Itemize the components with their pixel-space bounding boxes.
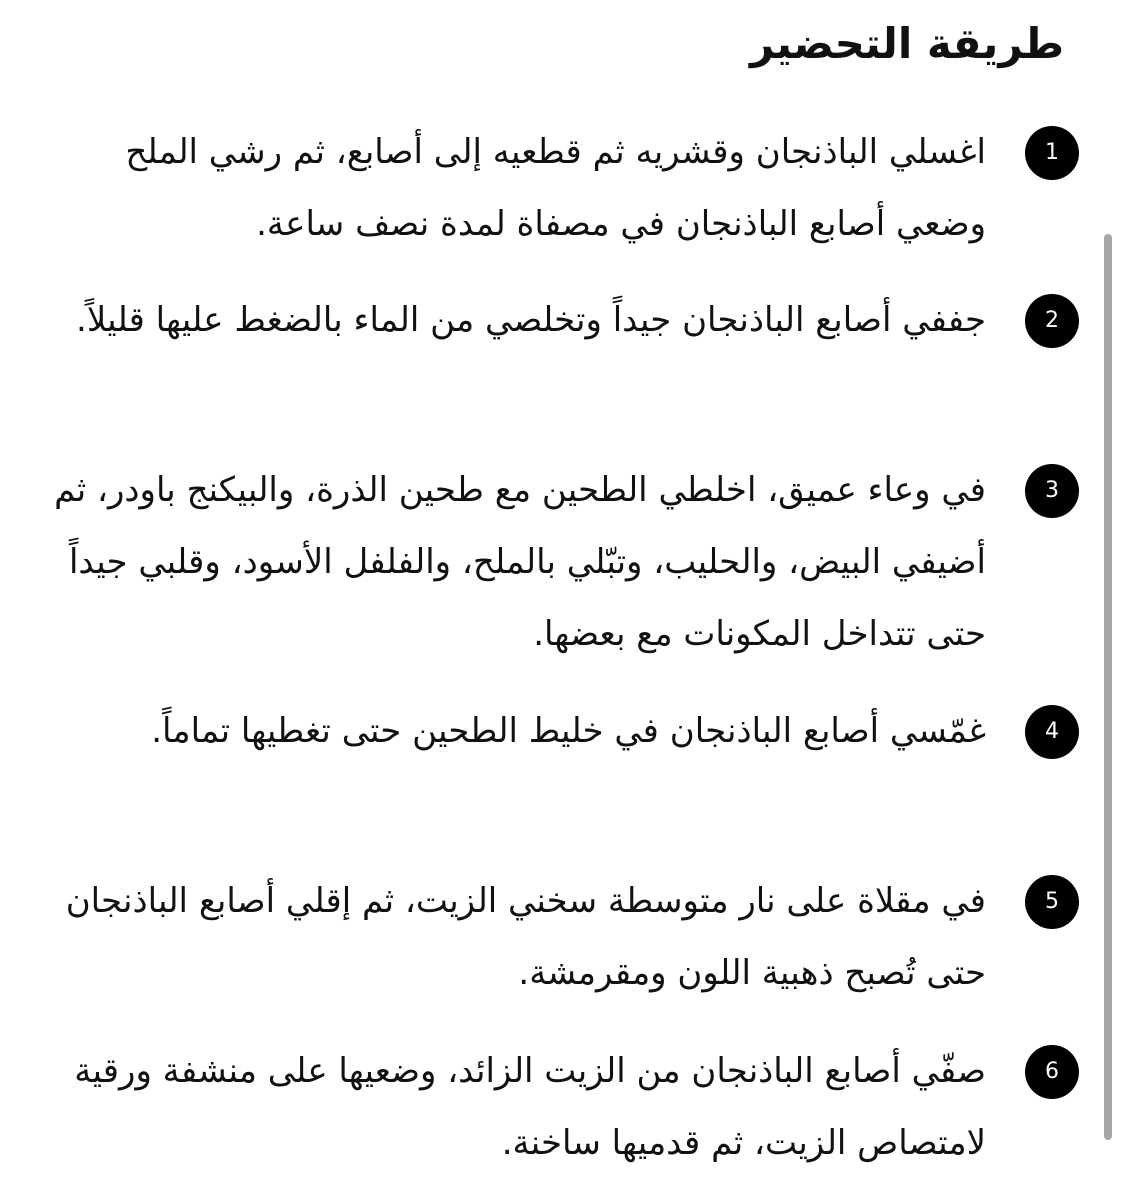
step-number-badge: 5 [1025,875,1079,929]
step-text: صفّي أصابع الباذنجان من الزيت الزائد، وضعيها على منشفة ورقية لامتصاص الزيت، ثم قدميها ساخنة. [74,1051,986,1163]
step-text: في مقلاة على نار متوسطة سخني الزيت، ثم إقلي أصابع الباذنجان حتى تُصبح ذهبية اللون ومقرمشة. [65,881,986,993]
page-title: طريقة التحضير [749,19,1064,68]
step-item-4 [0,695,1122,865]
step-number-badge: 4 [1025,705,1079,759]
step-item-6 [0,1035,1122,1195]
step-text: في وعاء عميق، اخلطي الطحين مع طحين الذرة، والبيكنج باودر، ثم أضيفي البيض، والحليب، وتبّلي بالملح، والفلفل الأسود، وقلبي جيداً حتى تتداخل المكونات مع بعضها. [54,470,986,654]
step-item-1 [0,116,1122,284]
step-number-badge: 6 [1025,1045,1079,1099]
step-item-2 [0,284,1122,454]
step-number-badge: 2 [1025,294,1079,348]
step-text: اغسلي الباذنجان وقشريه ثم قطعيه إلى أصابع، ثم رشي الملح وضعي أصابع الباذنجان في مصفاة لمدة نصف ساعة. [125,132,986,244]
step-text: جففي أصابع الباذنجان جيداً وتخلصي من الماء بالضغط عليها قليلاً. [76,300,986,340]
step-text: غمّسي أصابع الباذنجان في خليط الطحين حتى تغطيها تماماً. [151,711,986,751]
step-number-badge: 1 [1025,126,1079,180]
step-item-5 [0,865,1122,1035]
vertical-scrollbar[interactable] [1104,234,1112,1140]
step-number-badge: 3 [1025,464,1079,518]
step-item-3 [0,454,1122,695]
steps-list [0,116,1122,1195]
